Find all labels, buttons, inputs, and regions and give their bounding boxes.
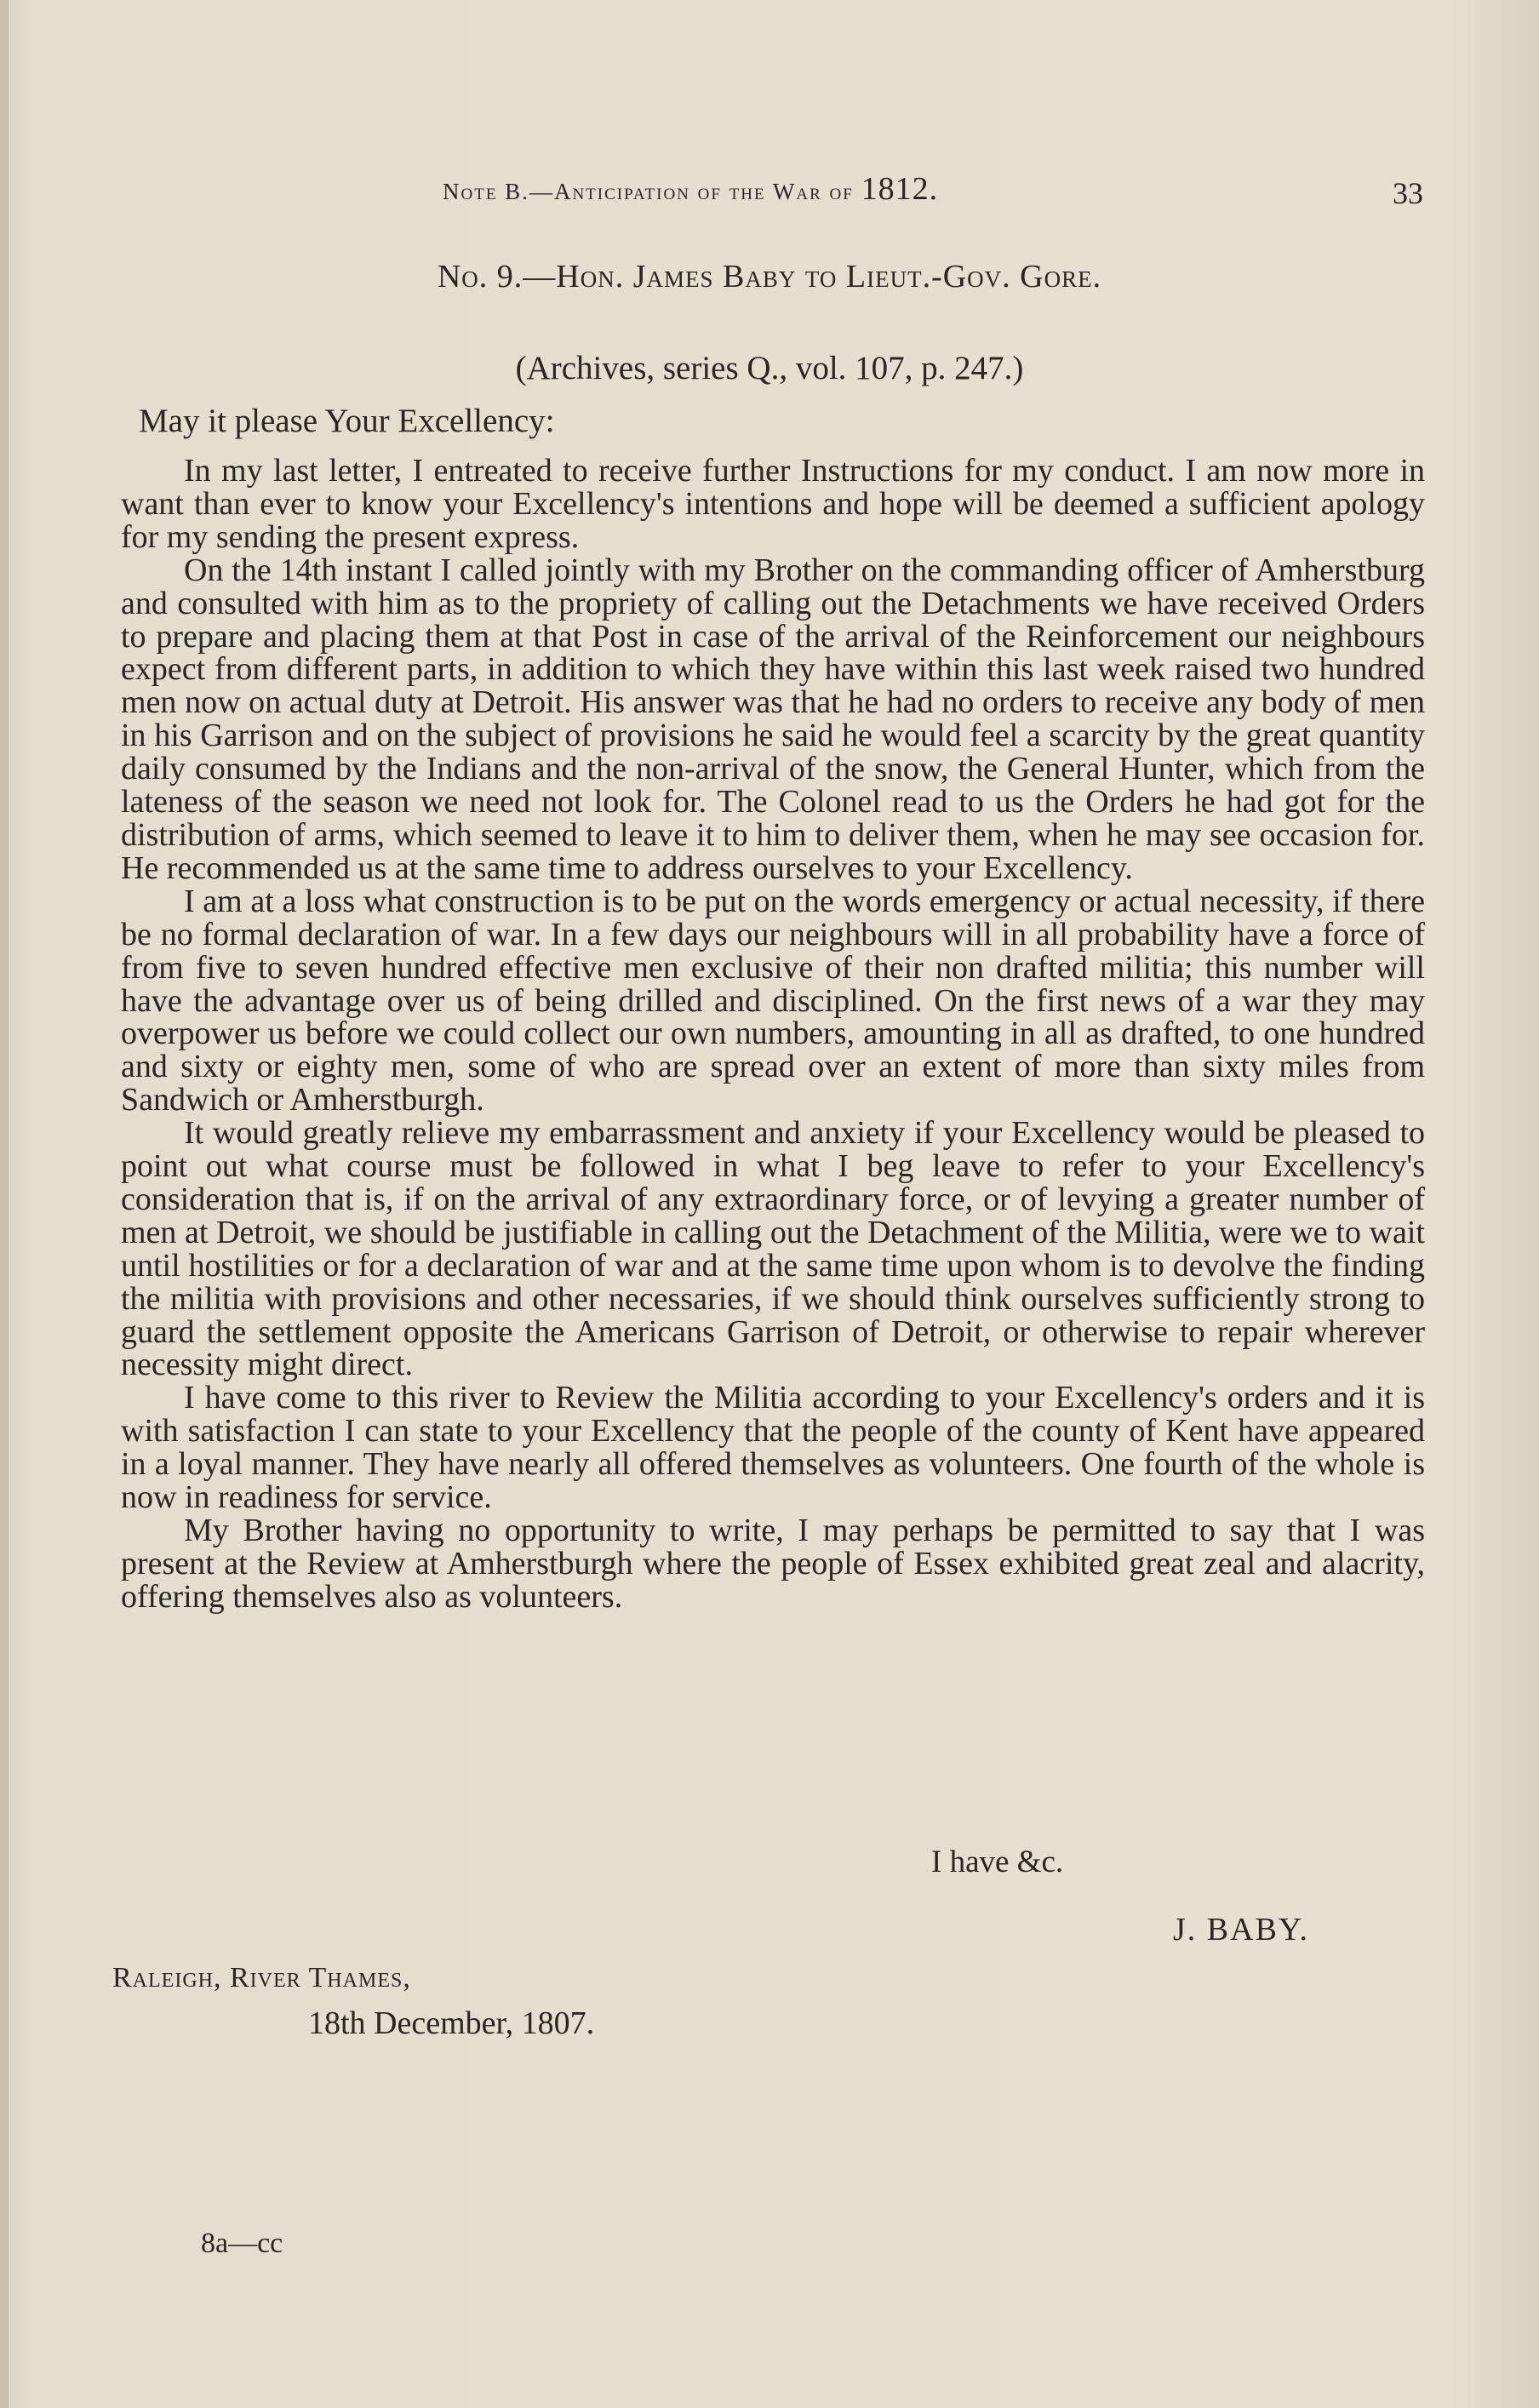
archive-citation: (Archives, series Q., vol. 107, p. 247.): [515, 350, 1024, 386]
running-head: [443, 170, 938, 208]
letter-body: [121, 455, 1425, 1614]
running-head-year: 1812.: [861, 171, 939, 207]
place-line: Raleigh, River Thames,: [112, 1962, 411, 1993]
paragraph: It would greatly relieve my embarrassment and anxiety if your Excellency would be pleased to point out what course must be followed in what I beg leave to refer to your Excellency's consideration that is, if on the arrival of any extraordinary force, or of levying a greater number of men at Detroit, we should be justifiable in calling out the Detachment of the Militia, were we to wait until hostilities or for a declaration of war and at the same time upon whom is to devolve the finding the militia with provisions and other necessaries, if we should think ourselves sufficiently strong to guard the settlement opposite the Americans Garrison of Detroit, or otherwise to repair wherever necessity might direct.: [121, 1115, 1425, 1383]
paragraph: I have come to this river to Review the Militia according to your Excellency's orders and it is with satisfaction I can state to your Excellency that the people of the county of Kent have appeared in a loyal manner. They have nearly all offered themselves as volunteers. One fourth of the whole is now in readiness for service.: [121, 1380, 1425, 1516]
paragraph: My Brother having no opportunity to write, I may perhaps be permitted to say that I was present at the Review at Amherstburgh where the people of Essex exhibited great zeal and alacrity, offering themselves also as volunteers.: [121, 1513, 1425, 1615]
page-number: 33: [1393, 176, 1423, 210]
paragraph: I am at a loss what construction is to be put on the words emergency or actual necessity, if there be no formal declaration of war. In a few days our neighbours will in all probability have a force of from five to seven hundred effective men exclusive of their non drafted militia; this number will have the advantage over us of being drilled and disciplined. On the first news of a war they may overpower us before we could collect our own numbers, amounting in all as drafted, to one hundred and sixty or eighty men, some of who are spread over an extent of more than sixty miles from Sandwich or Amherstburgh.: [121, 883, 1425, 1118]
salutation: May it please Your Excellency:: [139, 403, 555, 439]
date-line: 18th December, 1807.: [308, 2005, 595, 2041]
closing: I have &c.: [931, 1845, 1064, 1879]
signature: J. BABY.: [1173, 1912, 1309, 1948]
printer-signature-mark: 8a—cc: [201, 2228, 283, 2259]
running-head-text: Note B.—Anticipation of the War of: [443, 179, 861, 204]
page-header: [0, 170, 1539, 221]
document-title: No. 9.—Hon. James Baby to Lieut.-Gov. Gore.: [437, 259, 1102, 295]
paragraph: On the 14th instant I called jointly with my Brother on the commanding officer of Amherstburg and consulted with him as to the propriety of calling out the Detachments we have received Orders to prepare and placing them at that Post in case of the arrival of the Reinforcement our neighbours expect from different parts, in addition to which they have within this last week raised two hundred men now on actual duty at Detroit. His answer was that he had no orders to receive any body of men in his Garrison and on the subject of provisions he said he would feel a scarcity by the great quantity daily consumed by the Indians and the non-arrival of the snow, the General Hunter, which from the lateness of the season we need not look for. The Colonel read to us the Orders he had got for the distribution of arms, which seemed to leave it to him to deliver them, when he may see occasion for. He recommended us at the same time to address ourselves to your Excellency.: [121, 552, 1425, 886]
paragraph: In my last letter, I entreated to receive further Instructions for my conduct. I am now more in want than ever to know your Excellency's intentions and hope will be deemed a sufficient apology for my sending the present express.: [121, 453, 1425, 555]
